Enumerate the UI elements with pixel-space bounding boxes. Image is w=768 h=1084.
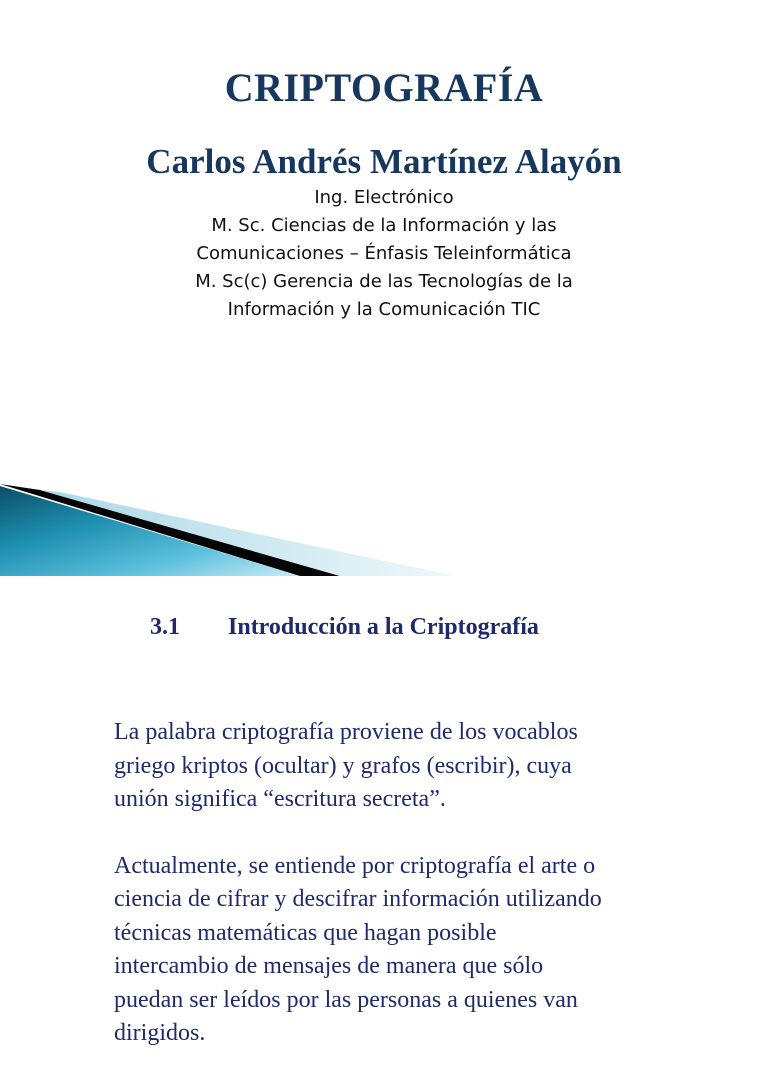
credential-line: M. Sc. Ciencias de la Información y las bbox=[211, 215, 557, 236]
text-line: Actualmente, se entiende por criptografía el arte o bbox=[114, 852, 596, 879]
section-heading bbox=[150, 614, 539, 641]
text-line: técnicas matemáticas que hagan posible bbox=[114, 919, 497, 946]
body-text bbox=[114, 716, 714, 1084]
text-line: intercambio de mensajes de manera que sólo bbox=[114, 953, 544, 979]
author-credentials bbox=[0, 184, 768, 324]
paragraph bbox=[114, 850, 714, 1051]
text-line: dirigidos. bbox=[114, 1020, 206, 1046]
paragraph bbox=[114, 716, 714, 817]
section-title: Introducción a la Criptografía bbox=[228, 614, 539, 640]
credential-line: Comunicaciones – Énfasis Teleinformática bbox=[196, 243, 572, 264]
text-line: puedan ser leídos por las personas a quienes van bbox=[114, 986, 578, 1013]
text-line: ciencia de cifrar y descifrar información utilizando bbox=[114, 886, 602, 912]
content-slide bbox=[0, 576, 768, 1046]
text-line: griego kriptos (ocultar) y grafos (escribir), cuya bbox=[114, 752, 572, 779]
credential-line: M. Sc(c) Gerencia de las Tecnologías de la bbox=[195, 271, 573, 292]
text-line: La palabra criptografía proviene de los vocablos bbox=[114, 719, 578, 745]
decorative-swoosh bbox=[0, 478, 768, 576]
credential-line: Información y la Comunicación TIC bbox=[227, 299, 541, 320]
credential-line: Ing. Electrónico bbox=[314, 187, 454, 208]
section-number: 3.1 bbox=[150, 614, 180, 640]
text-line: unión significa “escritura secreta”. bbox=[114, 786, 446, 812]
slide-title: CRIPTOGRAFÍA bbox=[224, 65, 544, 110]
swoosh-teal-band bbox=[0, 486, 300, 576]
author-name: Carlos Andrés Martínez Alayón bbox=[146, 142, 622, 181]
